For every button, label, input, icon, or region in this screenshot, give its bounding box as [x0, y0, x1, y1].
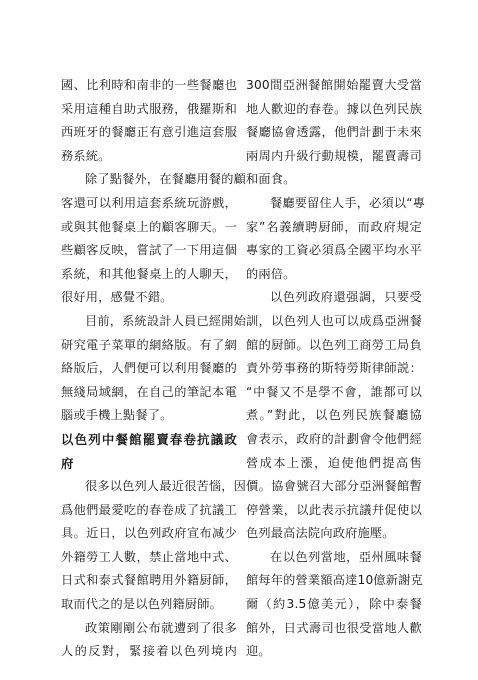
- text-line: 或與其他餐桌上的顧客聊天。一: [61, 219, 237, 234]
- text-line: 系統，和其他餐桌上的人聊天，: [61, 266, 237, 281]
- text-line: 停營業，以此表示抗議幷促使以: [246, 502, 422, 517]
- text-line: 煮。”對此，以色列民族餐廳協: [246, 408, 422, 423]
- text-line: 營成本上漲，迫使他們提高售: [246, 455, 422, 470]
- text-line: 色列最高法院向政府施壓。: [246, 526, 395, 541]
- text-line: 具。近日，以色列政府宣布减少: [61, 526, 237, 541]
- text-line: 的兩倍。: [246, 266, 296, 281]
- text-line: 人的反對，緊接着以色列境内: [61, 644, 237, 659]
- section-heading-line: 以色列中餐館罷賣春卷抗議政: [61, 431, 237, 447]
- text-line: 務系統。: [61, 148, 111, 163]
- text-line: 研究電子菜單的網絡版。有了網: [61, 337, 237, 352]
- text-line: 目前，系統設計人員已經開始: [85, 313, 247, 328]
- text-line: 政策剛剛公布就遭到了很多: [85, 620, 237, 635]
- text-line: 館的厨師。以色列工商勞工局負: [246, 337, 422, 352]
- text-line: 外籍勞工人數，禁止當地中式、: [61, 549, 237, 564]
- text-line: 爲他們最愛吃的春卷成了抗議工: [61, 502, 237, 517]
- text-line: 餐廳協會透露，他們計劃于未來: [246, 125, 422, 140]
- text-line: 300間亞洲餐館開始罷賣大受當: [246, 78, 422, 92]
- text-line: 腦或手機上點餐了。: [61, 408, 173, 423]
- text-line: 取而代之的是以色列籍厨師。: [61, 597, 223, 612]
- left-column: [61, 74, 247, 664]
- text-line: 日式和泰式餐館聘用外籍厨師，: [61, 573, 237, 588]
- text-line: 館每年的營業額高達10億新謝克: [246, 573, 423, 588]
- text-line: 餐廳要留住人手，必須以“專: [270, 195, 426, 210]
- text-line: 以色列政府還强調，只要受: [270, 290, 422, 305]
- text-line: 客還可以利用這套系統玩游戲，: [61, 195, 237, 210]
- text-line: 很多以色列人最近很苦惱，因: [85, 479, 247, 494]
- text-line: 迎。: [246, 644, 271, 659]
- text-line: 價。協會號召大部分亞洲餐館暫: [246, 479, 422, 494]
- text-line: 地人歡迎的春卷。據以色列民族: [246, 101, 422, 116]
- text-line: 很好用，感覺不錯。: [61, 290, 173, 305]
- text-line: 西班牙的餐廳正有意引進這套服: [61, 125, 237, 140]
- text-line: 爾（約3.5億美元），除中泰餐: [246, 597, 422, 612]
- text-line: 在以色列當地，亞州風味餐: [270, 549, 422, 564]
- text-line: 會表示，政府的計劃會令他們經: [246, 431, 422, 446]
- text-line: 國、比利時和南非的一些餐廳也: [61, 78, 237, 92]
- section-heading-line: 府: [61, 455, 74, 471]
- text-line: “中餐又不是學不會，誰都可以: [246, 384, 422, 399]
- text-line: 兩周内升級行動規模，罷賣壽司: [246, 148, 422, 163]
- right-column: [246, 74, 426, 664]
- text-line: 專家的工資必須爲全國平均水平: [246, 243, 422, 258]
- text-line: 和面食。: [246, 172, 296, 187]
- text-line: 些顧客反映，嘗試了一下用這個: [61, 243, 237, 258]
- text-line: 訓，以色列人也可以成爲亞洲餐: [246, 313, 422, 328]
- text-line: 家”名義續聘厨師，而政府規定: [246, 219, 422, 234]
- text-line: 責外勞事務的斯特勞斯律師説：: [246, 361, 422, 376]
- text-line: 無綫局域網，在自己的筆記本電: [61, 384, 237, 399]
- text-line: 館外，日式壽司也很受當地人歡: [246, 620, 422, 635]
- text-line: 采用這種自助式服務，俄羅斯和: [61, 101, 237, 116]
- text-line: 絡版后，人們便可以利用餐廳的: [61, 361, 237, 376]
- text-line: 除了點餐外，在餐廳用餐的顧: [85, 172, 247, 187]
